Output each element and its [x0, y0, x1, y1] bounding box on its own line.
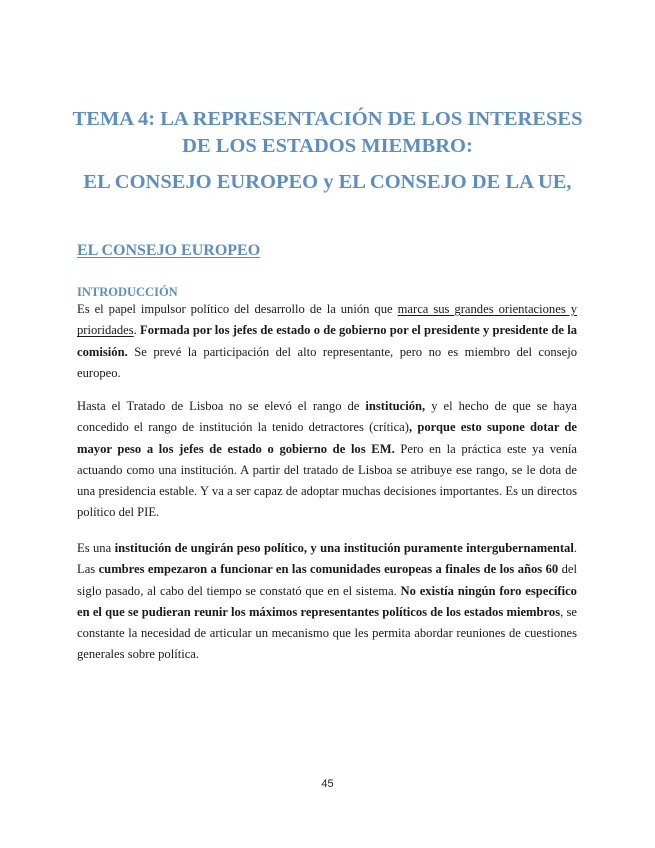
- paragraph-1: [77, 299, 577, 384]
- p1-underlined: marca sus grandes orientaciones y prioridades: [77, 302, 577, 338]
- paragraph-3: [77, 538, 577, 666]
- p3-bold-a: institución de ungirán peso político, y una institución puramente intergubernamental: [114, 541, 574, 555]
- p1-text-a: Es el papel impulsor político del desarrollo de la unión que: [77, 302, 398, 316]
- title-line-2: DE LOS ESTADOS MIEMBRO:: [182, 135, 473, 157]
- p3-text-c: del siglo pasado, al cabo del tiempo se constató que en el sistema.: [77, 562, 577, 598]
- section-heading: EL CONSEJO EUROPEO: [77, 242, 261, 259]
- page-number: 45: [321, 778, 334, 790]
- chapter-title: [70, 106, 585, 160]
- p2-text-c: Pero en la práctica este ya venía actuando como una institución. A partir del tratado de Lisboa se atribuye ese rango, se le dota de una presidencia estable. Y va a ser capaz de adoptar muchas decisiones importantes. Es un directos político del PIE.: [77, 441, 577, 520]
- p2-bold-a: institución,: [365, 399, 426, 413]
- p3-text-a: Es una: [77, 541, 115, 555]
- p2-bold-b: , porque esto supone dotar de mayor peso a los jefes de estado o gobierno de los EM.: [77, 420, 577, 456]
- paragraph-2: [77, 396, 577, 524]
- p1-text-c: Se prevé la participación del alto representante, pero no es miembro del consejo europeo.: [77, 344, 577, 380]
- p2-text-b: y el hecho de que se haya concedido el rango de institución la tenido detractores (crítica): [77, 399, 577, 435]
- p3-bold-c: No existía ningún foro específico en el que se pudieran reunir los máximos representantes políticos de los estados miembros: [77, 583, 577, 619]
- p2-text-a: Hasta el Tratado de Lisboa no se elevó el rango de: [77, 399, 366, 413]
- p3-text-b: . Las: [77, 541, 577, 577]
- p3-text-d: , se constante la necesidad de articular un mecanismo que les permita abordar reuniones de cuestiones generales sobre política.: [77, 604, 578, 662]
- p3-bold-b: cumbres empezaron a funcionar en las comunidades europeas a finales de los años 60: [98, 562, 559, 577]
- p1-bold: Formada por los jefes de estado o de gobierno por el presidente y presidente de la comisión.: [77, 323, 578, 359]
- p1-text-b: .: [133, 323, 141, 338]
- title-line-1: TEMA 4: LA REPRESENTACIÓN DE LOS INTERESES: [72, 108, 583, 130]
- subsection-heading: INTRODUCCIÓN: [77, 285, 178, 299]
- chapter-subtitle: EL CONSEJO EUROPEO y EL CONSEJO DE LA UE,: [83, 171, 572, 193]
